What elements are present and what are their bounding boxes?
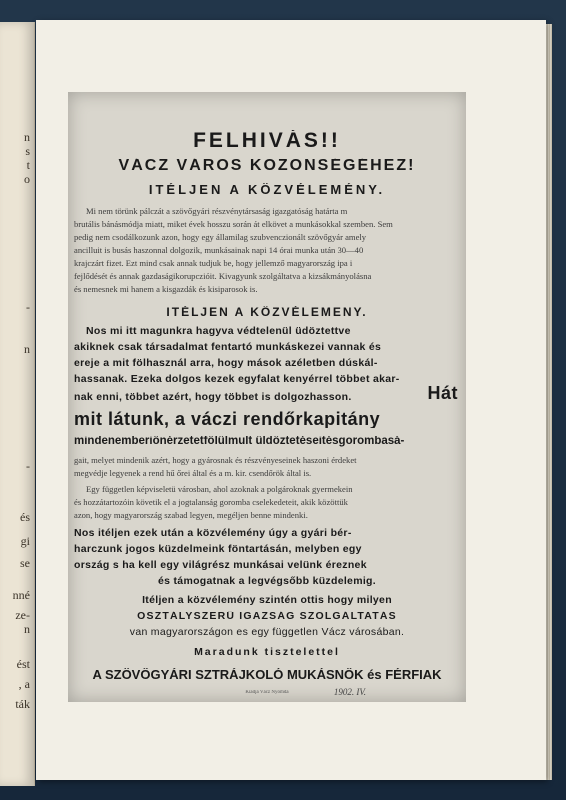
poster-text-line: és hozzátartozóin követik el a jogtalanság goromba cselekedeteit, akik közöttük <box>74 498 348 507</box>
left-page-text-fragment: se <box>20 556 30 570</box>
poster-text-line: fejlődését és annak gazdaságikorupczióit. Kivagyunk szolgáltatva a kizsákmányolásna <box>74 272 372 281</box>
poster-text-line: Mi nem törünk pálczát a szövőgyári részvénytársaság igazgatóság határta m <box>86 207 348 216</box>
poster-image <box>68 92 466 702</box>
poster-text-line: Egy független képviseletü városban, ahol azoknak a polgároknak gyermekein <box>86 485 353 494</box>
left-page-text-fragment: t <box>26 158 30 172</box>
left-page-text-fragment: o <box>24 172 30 186</box>
left-page-text-fragment: , a <box>18 677 30 691</box>
poster-big-line: mit látunk, a váczi rendőrkapitány <box>74 410 381 428</box>
poster-hat-word: Hát <box>427 384 458 402</box>
poster-section-heading: ITÉLJEN A KÖZVÉLEMENY. <box>166 306 368 318</box>
poster-osztaly-line: OSZTÁLYSZERŰ IGAZSÁG SZOLGÁLTATÁS <box>137 611 397 622</box>
left-page-text-fragment: - <box>26 459 30 473</box>
poster-text-line: ereje a mit fölhasznál arra, hogy mások azéletben dúskál- <box>74 358 378 369</box>
left-page-text-fragment: n <box>24 622 30 636</box>
left-page-text-fragment: ták <box>15 697 30 711</box>
poster-title: FELHIVÁS!! <box>193 130 341 151</box>
poster-text-line: krajczárt fizet. Ezt mind csak annak tudjuk be, hogy jellemző magyarország ipa i <box>74 259 353 268</box>
poster-text-line: nak enni, többet azért, hogy többet is dolgozhasson. <box>74 392 352 403</box>
poster-text-line: Itéljen a közvélemény szintén ottis hogy milyen <box>142 595 392 606</box>
left-page-text-fragment: s <box>25 144 30 158</box>
left-page-text-fragment: ze- <box>15 608 30 622</box>
left-page-text-fragment: gi <box>20 534 30 548</box>
page-edge <box>546 24 552 780</box>
left-page-text-fragment: n <box>24 342 30 356</box>
poster-text-line: pedig nem csodálkozunk azon, hogy egy államilag szubvenczionált szövőgyár amely <box>74 233 367 242</box>
poster-signature: A SZÖVŐGYÁRI SZTRÁJKOLÓ MUKÁSNŐK és FÉRFIAK <box>92 668 442 681</box>
poster-text-line: megvédje legyenek a rend hű őrei által és a m. kir. csendőrök által is. <box>74 469 312 478</box>
poster-subtitle: VÁCZ VÁROS KÖZÖNSÉGÉHEZ! <box>118 158 416 174</box>
poster-text-line: ancilluit is busás haszonnal dolgozik, munkásainak napi 14 órai munka után 30—40 <box>74 246 364 255</box>
poster-text-line: Nos mi itt magunkra hagyva védtelenül üdöztettve <box>86 326 351 337</box>
poster-printer: Kiadja Vácz Nyomda <box>245 690 289 695</box>
poster-text-line: akiknek csak társadalmat fentartó munkáskezei vannak és <box>74 342 382 353</box>
poster-text-line: és támogatnak a legvégsőbb küzdelemig. <box>158 576 376 587</box>
poster-text-line: brutális bánásmódja miatt, miket évek hosszu során át elkövet a munkásokkal szemben. Sem <box>74 220 393 229</box>
poster-text-line: azon, hogy magyarország szabad legyen, megéljen benne mindenki. <box>74 511 308 520</box>
left-page-text-fragment: - <box>26 300 30 314</box>
poster-text-line: gait, melyet mindenik azért, hogy a gyárosnak és részvényeseinek haszoni érdeket <box>74 456 357 465</box>
poster-text-line: hassanak. Ezeka dolgos kezek egyfalat kenyérrel többet akar- <box>74 374 400 385</box>
left-page <box>0 22 35 786</box>
poster-text-line: harczunk jogos küzdelmeink föntartásán, melyben egy <box>74 544 362 555</box>
poster-heading: ITÉLJEN A KÖZVÉLEMÉNY. <box>148 183 386 196</box>
poster-text-line: és nemesnek mi hanem a kisgazdák és kisiparosok is. <box>74 285 258 294</box>
poster-closing: Maradunk tisztelettel <box>194 647 340 658</box>
left-page-text-fragment: és <box>20 510 30 524</box>
poster-handwritten-date: 1902. IV. <box>333 688 366 697</box>
left-page-text-fragment: n <box>24 130 30 144</box>
poster-text-line: Nos itéljen ezek után a közvélemény úgy a gyári bér- <box>74 528 352 539</box>
poster-text-line: ország s ha kell egy világrész munkásai velünk éreznek <box>74 560 367 571</box>
left-page-text-fragment: ést <box>16 657 30 671</box>
poster-big-line: mindenemberiönérzetetfölülmult üldöztetéseitésgorombasá- <box>74 436 405 447</box>
poster-text-line: van magyarországon es egy független Vácz városában. <box>129 627 405 638</box>
left-page-text-fragment: nné <box>12 588 30 602</box>
